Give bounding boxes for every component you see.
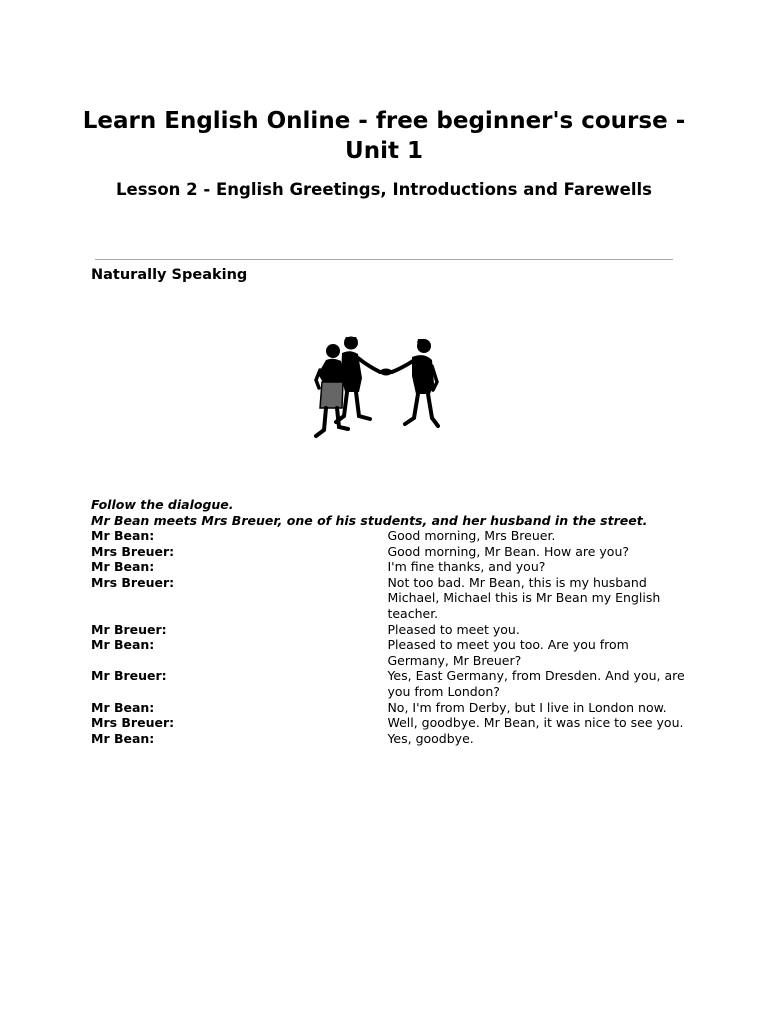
dialogue-row	[91, 715, 691, 731]
speaker-line: I'm fine thanks, and you?	[387, 559, 546, 575]
dialogue-row	[91, 544, 691, 560]
speaker-line: Not too bad. Mr Bean, this is my husband Michael, Michael this is Mr Bean my English teacher.	[387, 574, 661, 621]
speaker-name: Mrs Breuer:	[91, 543, 175, 559]
speaker-name: Mr Bean:	[91, 699, 155, 715]
section-heading: Naturally Speaking	[91, 267, 248, 283]
dialogue-row	[91, 700, 691, 716]
dialogue-row	[91, 528, 691, 544]
speaker-line: No, I'm from Derby, but I live in London now.	[387, 699, 667, 715]
speaker-name: Mr Bean:	[91, 528, 155, 543]
speaker-line: Good morning, Mrs Breuer.	[387, 528, 556, 543]
dialogue-row	[91, 559, 691, 575]
dialogue-table	[91, 528, 691, 746]
speaker-line: Yes, East Germany, from Dresden. And you, are you from London?	[387, 668, 685, 699]
speaker-name: Mr Bean:	[91, 637, 155, 653]
speaker-line: Yes, goodbye.	[387, 730, 474, 746]
speaker-name: Mr Breuer:	[91, 668, 167, 684]
speaker-line: Well, goodbye. Mr Bean, it was nice to see you.	[387, 715, 684, 731]
dialogue-row	[91, 575, 691, 622]
dialogue-intro	[91, 497, 691, 528]
three-people-greeting-icon	[300, 330, 450, 445]
speaker-name: Mr Bean:	[91, 730, 155, 746]
dialogue-row	[91, 622, 691, 638]
dialogue-row	[91, 731, 691, 747]
page-title: Learn English Online - free beginner's course - Unit 1	[82, 108, 686, 164]
speaker-line: Good morning, Mr Bean. How are you?	[387, 543, 630, 559]
speaker-line: Pleased to meet you.	[387, 621, 520, 637]
divider	[95, 259, 673, 260]
speaker-name: Mr Bean:	[91, 559, 155, 575]
middle-person-figure	[336, 337, 380, 423]
dialogue-row	[91, 668, 691, 699]
dialogue-row	[91, 637, 691, 668]
speaker-name: Mr Breuer:	[91, 621, 167, 637]
speaker-name: Mrs Breuer:	[91, 574, 175, 590]
dialogue-instruction: Follow the dialogue.	[91, 497, 234, 512]
lesson-title: Lesson 2 - English Greetings, Introductions and Farewells	[116, 180, 652, 199]
speaker-line: Pleased to meet you too. Are you from Germany, Mr Breuer?	[387, 637, 629, 668]
right-person-figure	[392, 339, 438, 426]
speaker-name: Mrs Breuer:	[91, 715, 175, 731]
dialogue-context: Mr Bean meets Mrs Breuer, one of his students, and her husband in the street.	[91, 512, 648, 528]
